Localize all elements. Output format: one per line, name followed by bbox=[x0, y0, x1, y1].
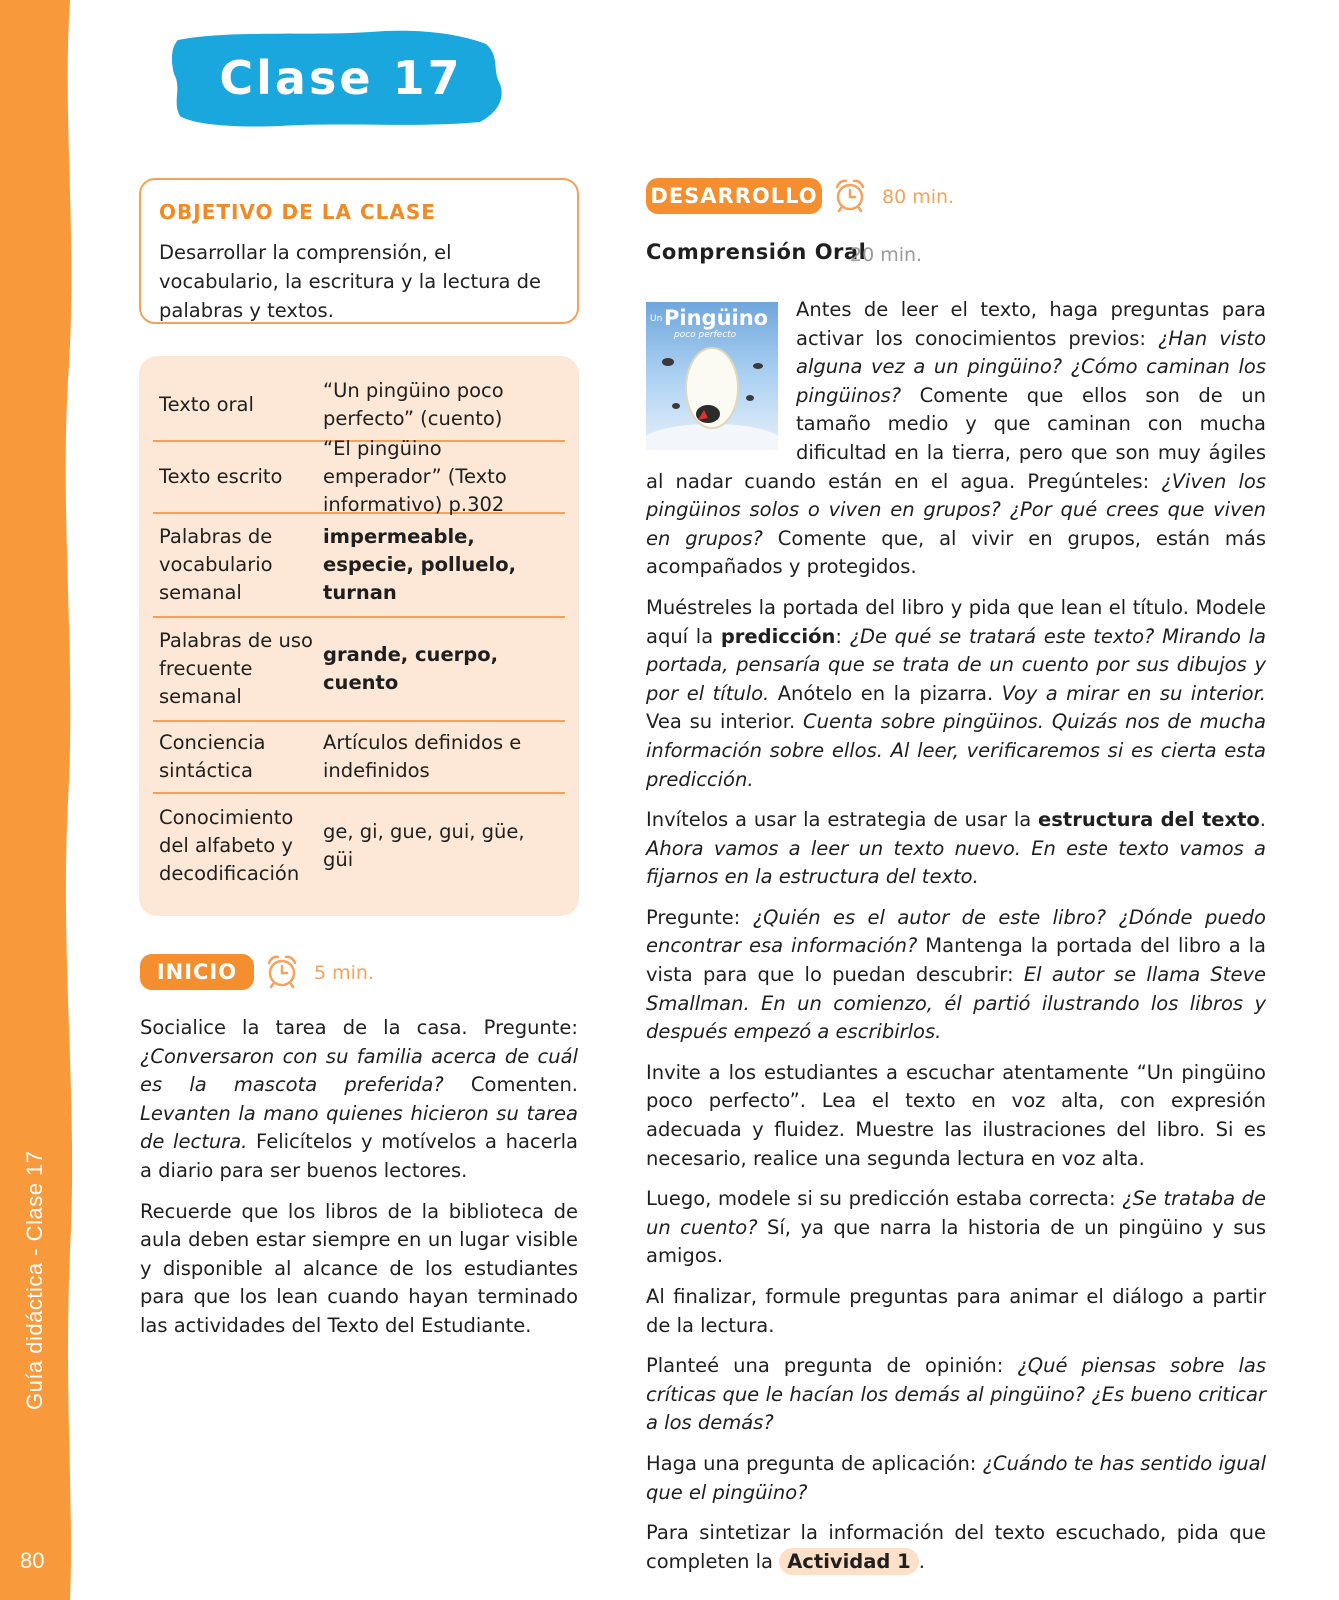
alarm-clock-icon bbox=[832, 177, 868, 213]
row-value: “Un pingüino poco perfecto” (cuento) bbox=[323, 379, 504, 430]
sidebar-label: Guía didáctica - Clase 17 bbox=[22, 1150, 47, 1410]
row-value: Artículos definidos e indefinidos bbox=[323, 731, 522, 782]
row-label: Palabras de uso frecuente semanal bbox=[159, 629, 313, 708]
paragraph: Haga una pregunta de aplicación: ¿Cuándo te has sentido igual que el pingüino? bbox=[646, 1451, 1266, 1504]
inicio-duration: 5 min. bbox=[314, 962, 374, 984]
table-row bbox=[153, 722, 565, 794]
row-label: Conciencia sintáctica bbox=[159, 731, 266, 782]
row-label: Conocimiento del alfabeto y decodificación bbox=[159, 806, 300, 885]
desarrollo-text bbox=[646, 296, 1266, 1588]
row-value: impermeable, especie, polluelo, turnan bbox=[323, 525, 517, 604]
section-title: Comprensión Oral bbox=[646, 240, 867, 264]
cover-float-spacer bbox=[646, 296, 796, 448]
paragraph: Planteé una pregunta de opinión: ¿Qué piensas sobre las críticas que le hacían los demás al pingüino? ¿Es bueno criticar a los demás? bbox=[646, 1354, 1266, 1435]
paragraph: Recuerde que los libros de la biblioteca de aula deben estar siempre en un lugar visible y disponible al alcance de los estudiantes para que los lean cuando hayan terminado las actividades del Texto del Estudiante. bbox=[140, 1199, 578, 1337]
objective-box bbox=[139, 178, 579, 324]
desarrollo-badge: DESARROLLO bbox=[646, 178, 822, 214]
inicio-badge: INICIO bbox=[140, 954, 254, 990]
objective-title: OBJETIVO DE LA CLASE bbox=[159, 200, 436, 224]
row-value: “El pingüino emperador” (Texto informativo) p.302 bbox=[323, 437, 507, 516]
section-duration: 20 min. bbox=[850, 244, 923, 266]
row-label: Palabras de vocabulario semanal bbox=[159, 525, 273, 604]
cover-title: Pingüino bbox=[664, 306, 769, 330]
paragraph: Luego, modele si su predicción estaba correcta: ¿Se trataba de un cuento? Sí, ya que narra la historia de un pingüino y sus amigos. bbox=[646, 1187, 1266, 1268]
table-row bbox=[153, 370, 565, 442]
objective-body: Desarrollar la comprensión, el vocabulario, la escritura y la lectura de palabras y textos. bbox=[159, 241, 542, 322]
table-row bbox=[153, 437, 565, 516]
cover-prefix: Un bbox=[650, 314, 663, 324]
table-row bbox=[153, 514, 565, 618]
activity-highlight: Actividad 1 bbox=[779, 1548, 918, 1575]
row-label: Texto escrito bbox=[159, 465, 283, 488]
desarrollo-duration: 80 min. bbox=[882, 186, 955, 208]
paragraph: Muéstreles la portada del libro y pida que lean el título. Modele aquí la predicción: ¿De qué se tratará este texto? Mirando la portada, pensaría que se trata de un cuento por sus dibujos y por el título. Anótelo en la pizarra. Voy a mirar en su interior. Vea su interior. Cuenta sobre pingüinos. Quizás nos de mucha información sobre ellos. Al leer, verificaremos si es cierta esta predicción. bbox=[646, 595, 1266, 791]
paragraph: Antes de leer el texto, haga preguntas para activar los conocimientos previos: ¿Han visto alguna vez a un pingüino? ¿Cómo caminan los pingüinos? Comente que ellos son de un tamaño medio y que caminan con mucha dificultad en la tierra, pero que son muy ágiles al nadar cuando están en el agua. Pregúnteles: ¿Viven los pingüinos solos o viven en grupos? ¿Por qué crees que viven en grupos? Comente que, al vivir en grupos, están más acompañados y protegidos. bbox=[646, 298, 1266, 579]
alarm-clock-icon bbox=[264, 953, 300, 989]
paragraph: Pregunte: ¿Quién es el autor de este libro? ¿Dónde puedo encontrar esa información? Mantenga la portada del libro a la vista para que lo puedan descubrir: El autor se llama Steve Smallman. En un comienzo, él partió ilustrando los libros y después empezó a escribirlos. bbox=[646, 905, 1266, 1044]
table-row bbox=[153, 794, 565, 898]
page-number: 80 bbox=[20, 1548, 45, 1573]
info-table bbox=[139, 356, 579, 916]
paragraph: Al finalizar, formule preguntas para animar el diálogo a partir de la lectura. bbox=[646, 1285, 1266, 1337]
row-label: Texto oral bbox=[159, 393, 254, 416]
title-banner bbox=[170, 26, 506, 130]
row-value: grande, cuerpo, cuento bbox=[323, 643, 499, 694]
cover-subtitle: poco perfecto bbox=[674, 330, 737, 340]
row-value: ge, gi, gue, gui, güe, güi bbox=[323, 820, 525, 871]
page-title: Clase 17 bbox=[219, 51, 463, 105]
paragraph: Invite a los estudiantes a escuchar atentamente “Un pingüino poco perfecto”. Lea el texto en voz alta, con expresión adecuada y fluidez. Muestre las ilustraciones del libro. Si es necesario, realice una segunda lectura en voz alta. bbox=[646, 1060, 1266, 1170]
table-row bbox=[153, 618, 565, 722]
paragraph: Socialice la tarea de la casa. Pregunte: ¿Conversaron con su familia acerca de cuál es la mascota preferida? Comenten. Levanten la mano quienes hicieron su tarea de lectura. Felicítelos y motívelos a hacerla a diario para ser buenos lectores. bbox=[140, 1016, 578, 1182]
paragraph: Invítelos a usar la estrategia de usar la estructura del texto. Ahora vamos a leer un texto nuevo. En este texto vamos a fijarnos en la estructura del texto. bbox=[646, 808, 1266, 889]
inicio-text bbox=[140, 1014, 578, 1353]
paragraph: Para sintetizar la información del texto escuchado, pida que completen la Actividad 1 . bbox=[646, 1521, 1266, 1573]
